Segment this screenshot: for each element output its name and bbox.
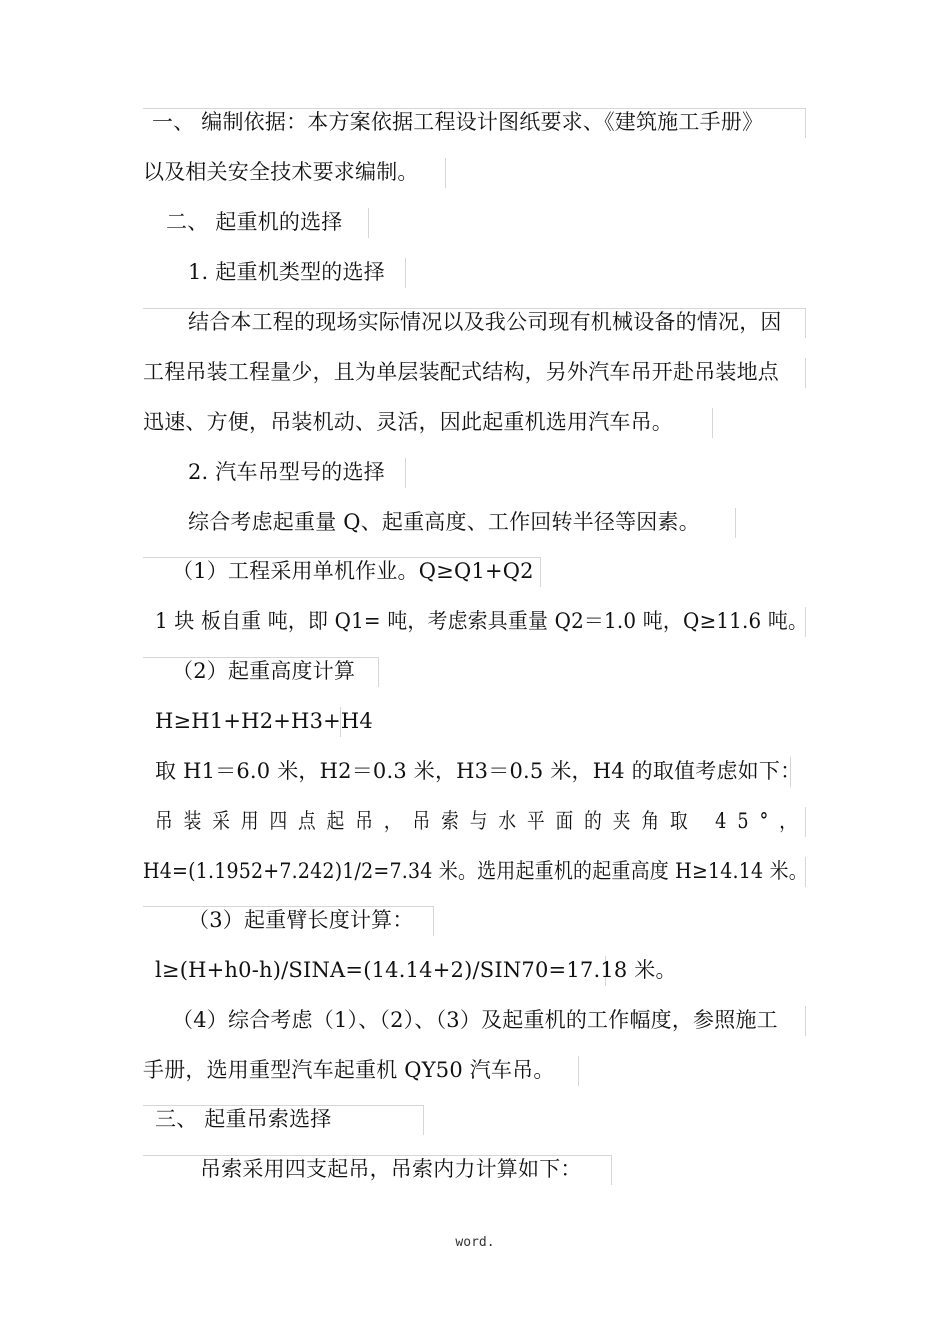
cell-border [378, 657, 379, 687]
subsection-heading: 2. 汽车吊型号的选择 [188, 460, 385, 484]
cell-border [805, 108, 806, 138]
cell-border [540, 557, 541, 587]
formula-line: H≥H1+H2+H3+H4 [155, 709, 373, 733]
cell-border [578, 1056, 579, 1086]
section-heading-1: 一、 编制依据：本方案依据工程设计图纸要求、《建筑施工手册》 [152, 110, 764, 134]
section-heading-2: 二、 起重机的选择 [166, 210, 343, 234]
cell-border [433, 906, 434, 936]
paragraph-line: 1 块 板自重 吨，即 Q1= 吨，考虑索具重量 Q2＝1.0 吨，Q≥11.6 吨。 [155, 609, 809, 633]
paragraph-line: 综合考虑起重量 Q、起重高度、工作回转半径等因素。 [188, 510, 700, 534]
paragraph-line: （1）工程采用单机作业。Q≥Q1+Q2 [172, 559, 534, 583]
paragraph-line: 工程吊装工程量少，且为单层装配式结构，另外汽车吊开赴吊装地点 [143, 360, 779, 384]
paragraph-line: 吊装采用四点起吊，吊索与水平面的夹角取 45°， [155, 809, 808, 833]
paragraph-line: 以及相关安全技术要求编制。 [143, 160, 419, 184]
paragraph-line: 迅速、方便，吊装机动、灵活，因此起重机选用汽车吊。 [143, 410, 673, 434]
cell-border [805, 358, 806, 388]
paragraph-line: 手册，选用重型汽车起重机 QY50 汽车吊。 [143, 1058, 555, 1082]
cell-border [405, 458, 406, 488]
cell-border [405, 258, 406, 288]
paragraph-line: 吊索采用四支起吊，吊索内力计算如下： [200, 1157, 582, 1181]
paragraph-line: （4）综合考虑（1）、（2）、（3）及起重机的工作幅度，参照施工 [172, 1008, 778, 1032]
formula-line: l≥(H+h0-h)/SINA=(14.14+2)/SIN70=17.18 米。 [155, 958, 677, 982]
cell-border [712, 408, 713, 438]
cell-border [735, 508, 736, 538]
cell-border [445, 158, 446, 188]
paragraph-line: （2）起重高度计算 [172, 659, 356, 683]
paragraph-line: 结合本工程的现场实际情况以及我公司现有机械设备的情况，因 [188, 310, 782, 334]
cell-border [805, 1006, 806, 1036]
cell-border [805, 308, 806, 338]
paragraph-line: （3）起重臂长度计算： [188, 908, 414, 932]
page-footer: word. [455, 1235, 495, 1250]
cell-border [368, 208, 369, 238]
formula-line: H4=(1.1952+7.242)1/2=7.34 米。选用起重机的起重高度 H≥14.14 米。 [143, 859, 808, 883]
paragraph-line: 取 H1＝6.0 米，H2＝0.3 米，H3＝0.5 米，H4 的取值考虑如下： [155, 759, 802, 783]
section-heading-3: 三、 起重吊索选择 [155, 1107, 332, 1131]
cell-border [423, 1105, 424, 1135]
cell-border [611, 1155, 612, 1185]
subsection-heading: 1. 起重机类型的选择 [188, 260, 385, 284]
